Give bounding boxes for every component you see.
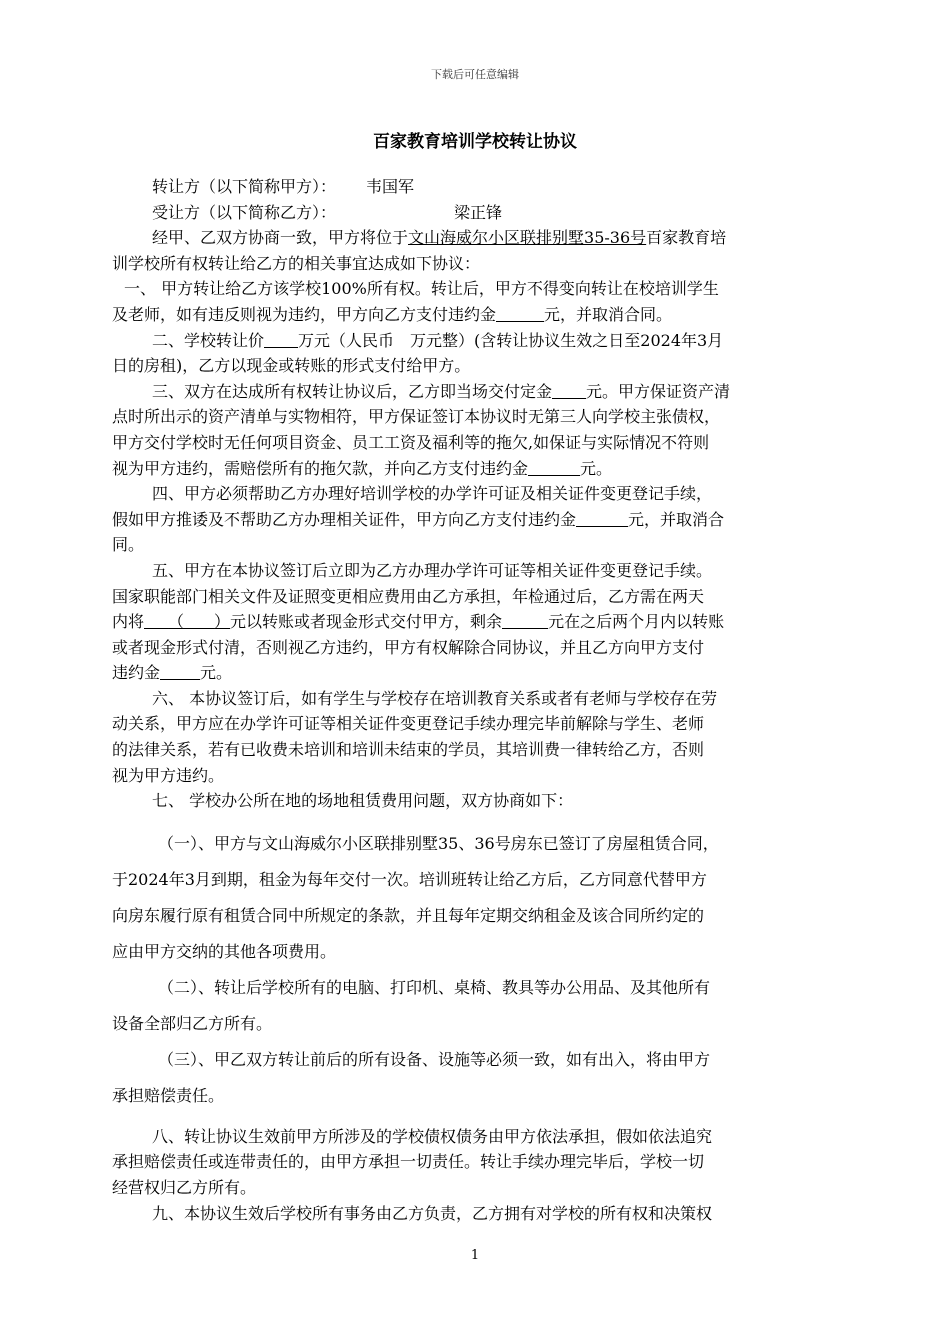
clause-4-line-3: 同。 bbox=[112, 535, 145, 555]
blank-field bbox=[576, 508, 628, 527]
clause-text: 元在之后两个月内以转账 bbox=[548, 612, 725, 632]
blank-field bbox=[160, 661, 200, 680]
clause-3-line-2: 点时所出示的资产清单与实物相符，甲方保证签订本协议时无第三人向学校主张债权， bbox=[112, 407, 721, 427]
clause-8-line-1: 八、转让协议生效前甲方所涉及的学校债权债务由甲方依法承担，假如依法追究 bbox=[152, 1126, 713, 1146]
clause-3-line-4 bbox=[112, 456, 840, 482]
clause-2-line-2: 日的房租)，乙方以现金或转账的形式支付给甲方。 bbox=[112, 356, 471, 376]
clause-7-sub-3-line-2: 承担赔偿责任。 bbox=[112, 1085, 225, 1105]
clause-text: （ bbox=[168, 612, 185, 632]
clause-7-sub-3-line-1: （三）、甲乙双方转让前后的所有设备、设施等必须一致，如有出入，将由甲方 bbox=[158, 1049, 711, 1069]
clause-text: 视为甲方违约，需赔偿所有的拖欠款，并向乙方支付违约金 bbox=[112, 458, 529, 478]
clause-6-line-4: 视为甲方违约。 bbox=[112, 765, 225, 785]
clause-4-line-1: 四、甲方必须帮助乙方办理好培训学校的办学许可证及相关证件变更登记手续， bbox=[152, 484, 713, 504]
clause-text: 元以转账或者现金形式交付甲方，剩余 bbox=[230, 612, 503, 632]
transferee-label: 受让方（以下简称乙方）： bbox=[152, 202, 337, 222]
clause-7-sub-1-line-1: （一）、甲方与文山海威尔小区联排别墅35、36号房东已签订了房屋租赁合同， bbox=[158, 833, 719, 853]
transferor-name: 韦国军 bbox=[366, 177, 415, 196]
page-number: 1 bbox=[470, 1248, 480, 1263]
clause-text: 二、学校转让价 bbox=[152, 330, 265, 350]
blank-field bbox=[144, 610, 168, 629]
blank-field bbox=[502, 610, 548, 629]
clause-text: 元。 bbox=[580, 458, 613, 478]
clause-3-line-1 bbox=[112, 379, 840, 405]
clause-text: 假如甲方推诿及不帮助乙方办理相关证件，甲方向乙方支付违约金 bbox=[112, 509, 577, 529]
clause-text: 三、双方在达成所有权转让协议后，乙方即当场交付定金 bbox=[152, 381, 553, 401]
clause-8-line-2: 承担赔偿责任或连带责任的，由甲方承担一切责任。转让手续办理完毕后，学校一切 bbox=[112, 1152, 705, 1172]
clause-text: 违约金 bbox=[112, 663, 161, 683]
blank-field bbox=[528, 457, 580, 476]
clause-5-line-3 bbox=[112, 609, 840, 635]
clause-8-line-3: 经营权归乙方所有。 bbox=[112, 1178, 257, 1198]
clause-6-line-2: 动关系，甲方应在办学许可证等相关证件变更登记手续办理完毕前解除与学生、老师 bbox=[112, 714, 705, 734]
intro-text: 百家教育培 bbox=[646, 228, 727, 248]
clause-7-sub-1-line-2: 于2024年3月到期，租金为每年交付一次。培训班转让给乙方后，乙方同意代替甲方 bbox=[112, 869, 707, 889]
clause-text: 元，并取消合同。 bbox=[544, 304, 673, 324]
clause-4-line-2 bbox=[112, 507, 840, 533]
clause-9-line-1: 九、本协议生效后学校所有事务由乙方负责，乙方拥有对学校的所有权和决策权 bbox=[152, 1203, 713, 1223]
clause-6-line-3: 的法律关系，若有已收费未培训和培训未结束的学员，其培训费一律转给乙方，否则 bbox=[112, 740, 705, 760]
clause-text: 及老师，如有违反则视为违约，甲方向乙方支付违约金 bbox=[112, 304, 497, 324]
clause-7-sub-1-line-3: 向房东履行原有租赁合同中所规定的条款，并且每年定期交纳租金及该合同所约定的 bbox=[112, 905, 705, 925]
clause-text: 内将 bbox=[112, 612, 145, 632]
intro-text: 经甲、乙双方协商一致，甲方将位于 bbox=[152, 228, 409, 248]
clause-5-line-5 bbox=[112, 660, 840, 686]
clause-1-line-1: 一、 甲方转让给乙方该学校100%所有权。转让后，甲方不得变向转让在校培训学生 bbox=[124, 279, 719, 299]
transferor-line bbox=[112, 174, 840, 200]
clause-1-line-2 bbox=[112, 302, 840, 328]
clause-text: 元。 bbox=[200, 663, 233, 683]
transferee-name: 梁正锋 bbox=[454, 202, 503, 222]
clause-7-sub-2-line-2: 设备全部归乙方所有。 bbox=[112, 1013, 273, 1033]
clause-6-line-1: 六、 本协议签订后，如有学生与学校存在培训教育关系或者有老师与学校存在劳 bbox=[152, 688, 718, 708]
clause-7-heading: 七、 学校办公所在地的场地租赁费用问题，双方协商如下： bbox=[152, 791, 574, 811]
clause-7-sub-1-line-4: 应由甲方交纳的其他各项费用。 bbox=[112, 941, 337, 961]
clause-2-line-1 bbox=[112, 328, 840, 354]
transferor-label: 转让方（以下简称甲方）： bbox=[152, 177, 337, 196]
clause-text: 元。甲方保证资产清 bbox=[586, 381, 731, 401]
clause-5-line-4: 或者现金形式付清，否则视乙方违约，甲方有权解除合同协议，并且乙方向甲方支付 bbox=[112, 637, 705, 657]
blank-field bbox=[184, 610, 214, 629]
clause-3-line-3: 甲方交付学校时无任何项目资金、员工工资及福利等的拖欠,如保证与实际情况不符则 bbox=[112, 432, 710, 452]
clause-text: ） bbox=[214, 612, 231, 632]
transferee-line bbox=[112, 200, 840, 226]
blank-field bbox=[552, 380, 586, 399]
clause-text: 万元（人民币 bbox=[298, 330, 395, 350]
header-note: 下载后可任意编辑 bbox=[431, 68, 519, 81]
intro-line-2: 训学校所有权转让给乙方的相关事宜达成如下协议： bbox=[112, 253, 481, 273]
intro-line-1 bbox=[112, 225, 840, 251]
document-title: 百家教育培训学校转让协议 bbox=[373, 132, 577, 152]
school-address: 文山海威尔小区联排别墅35-36号 bbox=[408, 228, 647, 248]
blank-field bbox=[264, 329, 298, 348]
clause-5-line-1: 五、甲方在本协议签订后立即为乙方办理办学许可证等相关证件变更登记手续。 bbox=[152, 560, 713, 580]
document-body bbox=[112, 174, 840, 1226]
clause-5-line-2: 国家职能部门相关文件及证照变更相应费用由乙方承担，年检通过后，乙方需在两天 bbox=[112, 586, 705, 606]
clause-text: 万元整）(含转让协议生效之日至2024年3月 bbox=[410, 330, 724, 350]
blank-field bbox=[496, 303, 544, 322]
clause-text: 元，并取消合 bbox=[628, 509, 725, 529]
clause-7-sub-2-line-1: （二）、转让后学校所有的电脑、打印机、桌椅、教具等办公用品、及其他所有 bbox=[158, 977, 711, 997]
